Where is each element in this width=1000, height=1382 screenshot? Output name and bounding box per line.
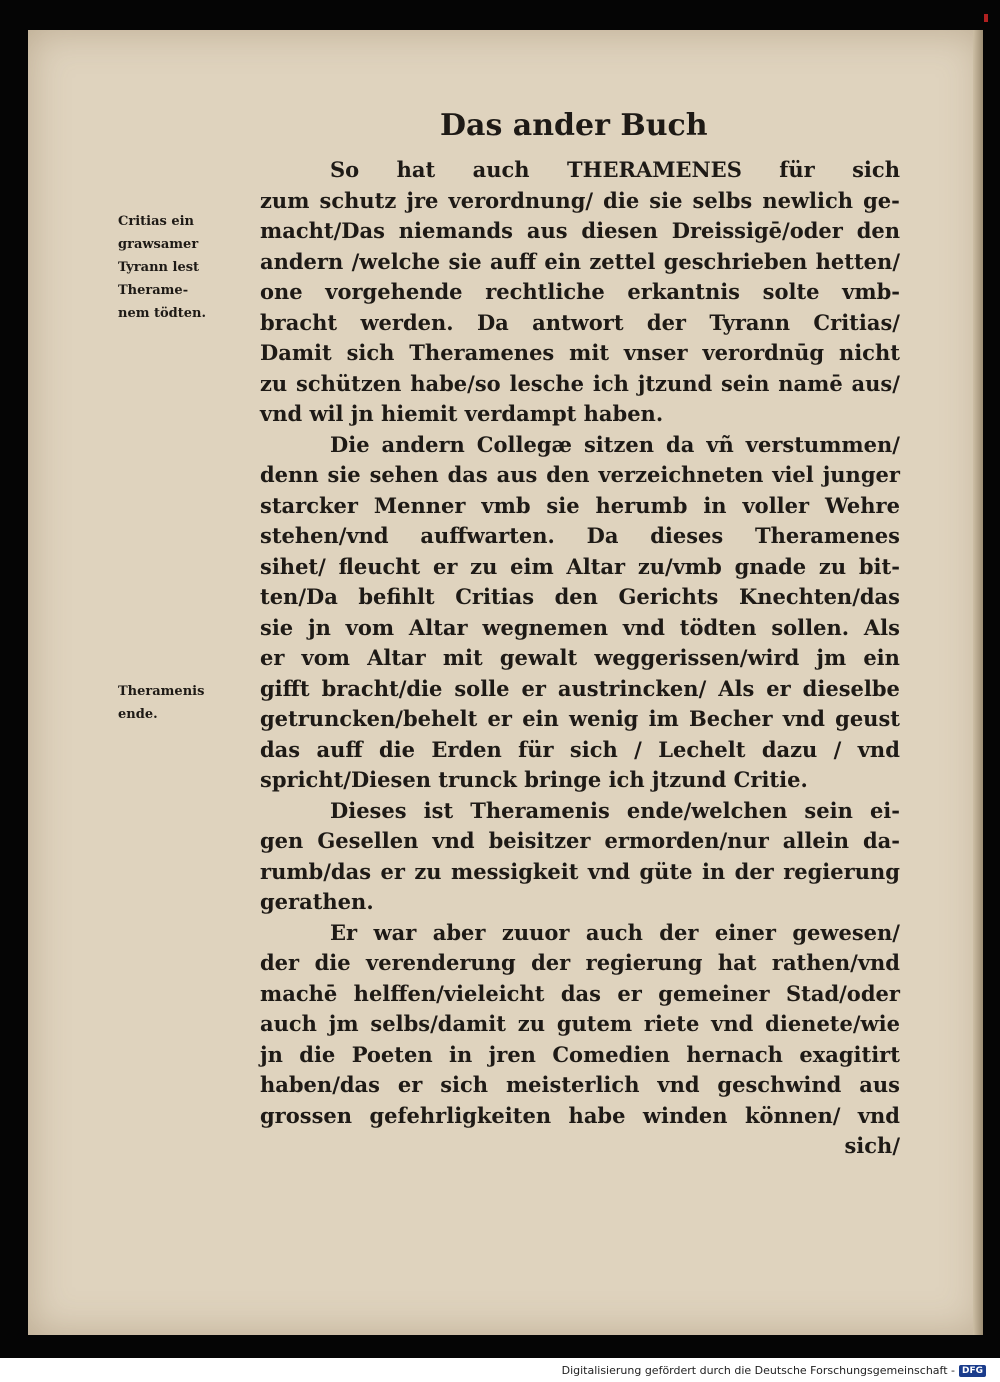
margin-note-line: ende. bbox=[118, 707, 158, 722]
body-text bbox=[260, 155, 900, 1162]
text-line: Dieses ist Theramenis ende/welchen sein ei- bbox=[330, 797, 900, 823]
margin-note-line: Therame- bbox=[118, 283, 189, 298]
text-line: gen Gesellen vnd beisitzer ermorden/nur allein da- bbox=[260, 828, 900, 853]
text-line: gifft bracht/die solle er austrincken/ Als er dieselbe bbox=[260, 675, 900, 701]
dfg-logo: DFG bbox=[959, 1365, 986, 1377]
text-line: er vom Altar mit gewalt weggerissen/wird jm ein bbox=[260, 645, 900, 670]
margin-note-line: nem tödten. bbox=[118, 306, 207, 321]
text-line: Die andern Collegæ sitzen da vñ verstummen/ bbox=[330, 431, 900, 457]
text-line: So hat auch THERAMENES für sich bbox=[330, 157, 900, 182]
margin-note-critias bbox=[118, 210, 206, 325]
text-line: starcker Menner vmb sie herumb in voller Wehre bbox=[260, 492, 900, 518]
footer bbox=[562, 1364, 986, 1377]
text-line: sihet/ fleucht er zu eim Altar zu/vmb gnade zu bit- bbox=[260, 553, 900, 579]
text-line: grossen gefehrligkeiten habe winden können/ vnd bbox=[260, 1102, 900, 1128]
text-line: Er war aber zuuor auch der einer gewesen/ bbox=[330, 919, 900, 945]
text-line: getruncken/behelt er ein wenig im Becher vnd geust bbox=[260, 706, 900, 731]
margin-note-line: Critias ein bbox=[118, 214, 195, 229]
text-line: andern /welche sie auff ein zettel geschrieben hetten/ bbox=[260, 248, 900, 274]
text-line: gerathen. bbox=[260, 889, 374, 914]
text-line: ten/Da befihlt Critias den Gerichts Knechten/das bbox=[260, 584, 900, 609]
text-line: der die verenderung der regierung hat rathen/vnd bbox=[260, 950, 900, 975]
margin-note-line: Tyrann lest bbox=[118, 260, 200, 275]
text-line: jn die Poeten in jren Comedien hernach exagitirt bbox=[260, 1041, 900, 1067]
text-line: bracht werden. Da antwort der Tyrann Critias/ bbox=[260, 309, 900, 335]
text-line: rumb/das er zu messigkeit vnd güte in der regierung bbox=[260, 858, 900, 884]
margin-note-theramenis bbox=[118, 680, 204, 726]
text-line: stehen/vnd auffwarten. Da dieses Theramenes bbox=[260, 523, 900, 548]
text-line: das auff die Erden für sich / Lechelt dazu / vnd bbox=[260, 736, 900, 762]
text-line: sie jn vom Altar wegnemen vnd tödten sollen. Als bbox=[260, 614, 900, 640]
text-line: machē helffen/vieleicht das er gemeiner Stad/oder bbox=[260, 980, 900, 1006]
text-line: Damit sich Theramenes mit vnser verordnūg nicht bbox=[260, 340, 900, 365]
text-line: auch jm selbs/damit zu gutem riete vnd dienete/wie bbox=[260, 1011, 900, 1036]
text-line: haben/das er sich meisterlich vnd geschwind aus bbox=[260, 1072, 900, 1097]
margin-note-line: grawsamer bbox=[118, 237, 199, 252]
text-line: vnd wil jn hiemit verdampt haben. bbox=[260, 401, 664, 426]
page-edge bbox=[973, 30, 983, 1335]
text-line: spricht/Diesen trunck bringe ich jtzund Critie. bbox=[260, 767, 808, 792]
text-line: zu schützen habe/so lesche ich jtzund sein namē aus/ bbox=[260, 370, 900, 396]
text-line: one vorgehende rechtliche erkantnis solte vmb- bbox=[260, 279, 900, 304]
running-head: Das ander Buch bbox=[440, 108, 708, 143]
footer-credit: Digitalisierung gefördert durch die Deutsche Forschungsgemeinschaft - bbox=[561, 1364, 955, 1377]
text-line: macht/Das niemands aus diesen Dreissigē/oder den bbox=[260, 218, 900, 243]
margin-note-line: Theramenis bbox=[118, 684, 205, 699]
text-line: zum schutz jre verordnung/ die sie selbs newlich ge- bbox=[260, 187, 900, 213]
text-line: denn sie sehen das aus den verzeichneten viel junger bbox=[260, 462, 900, 487]
catchword: sich/ bbox=[844, 1133, 900, 1158]
bookmark-marker bbox=[984, 14, 988, 22]
